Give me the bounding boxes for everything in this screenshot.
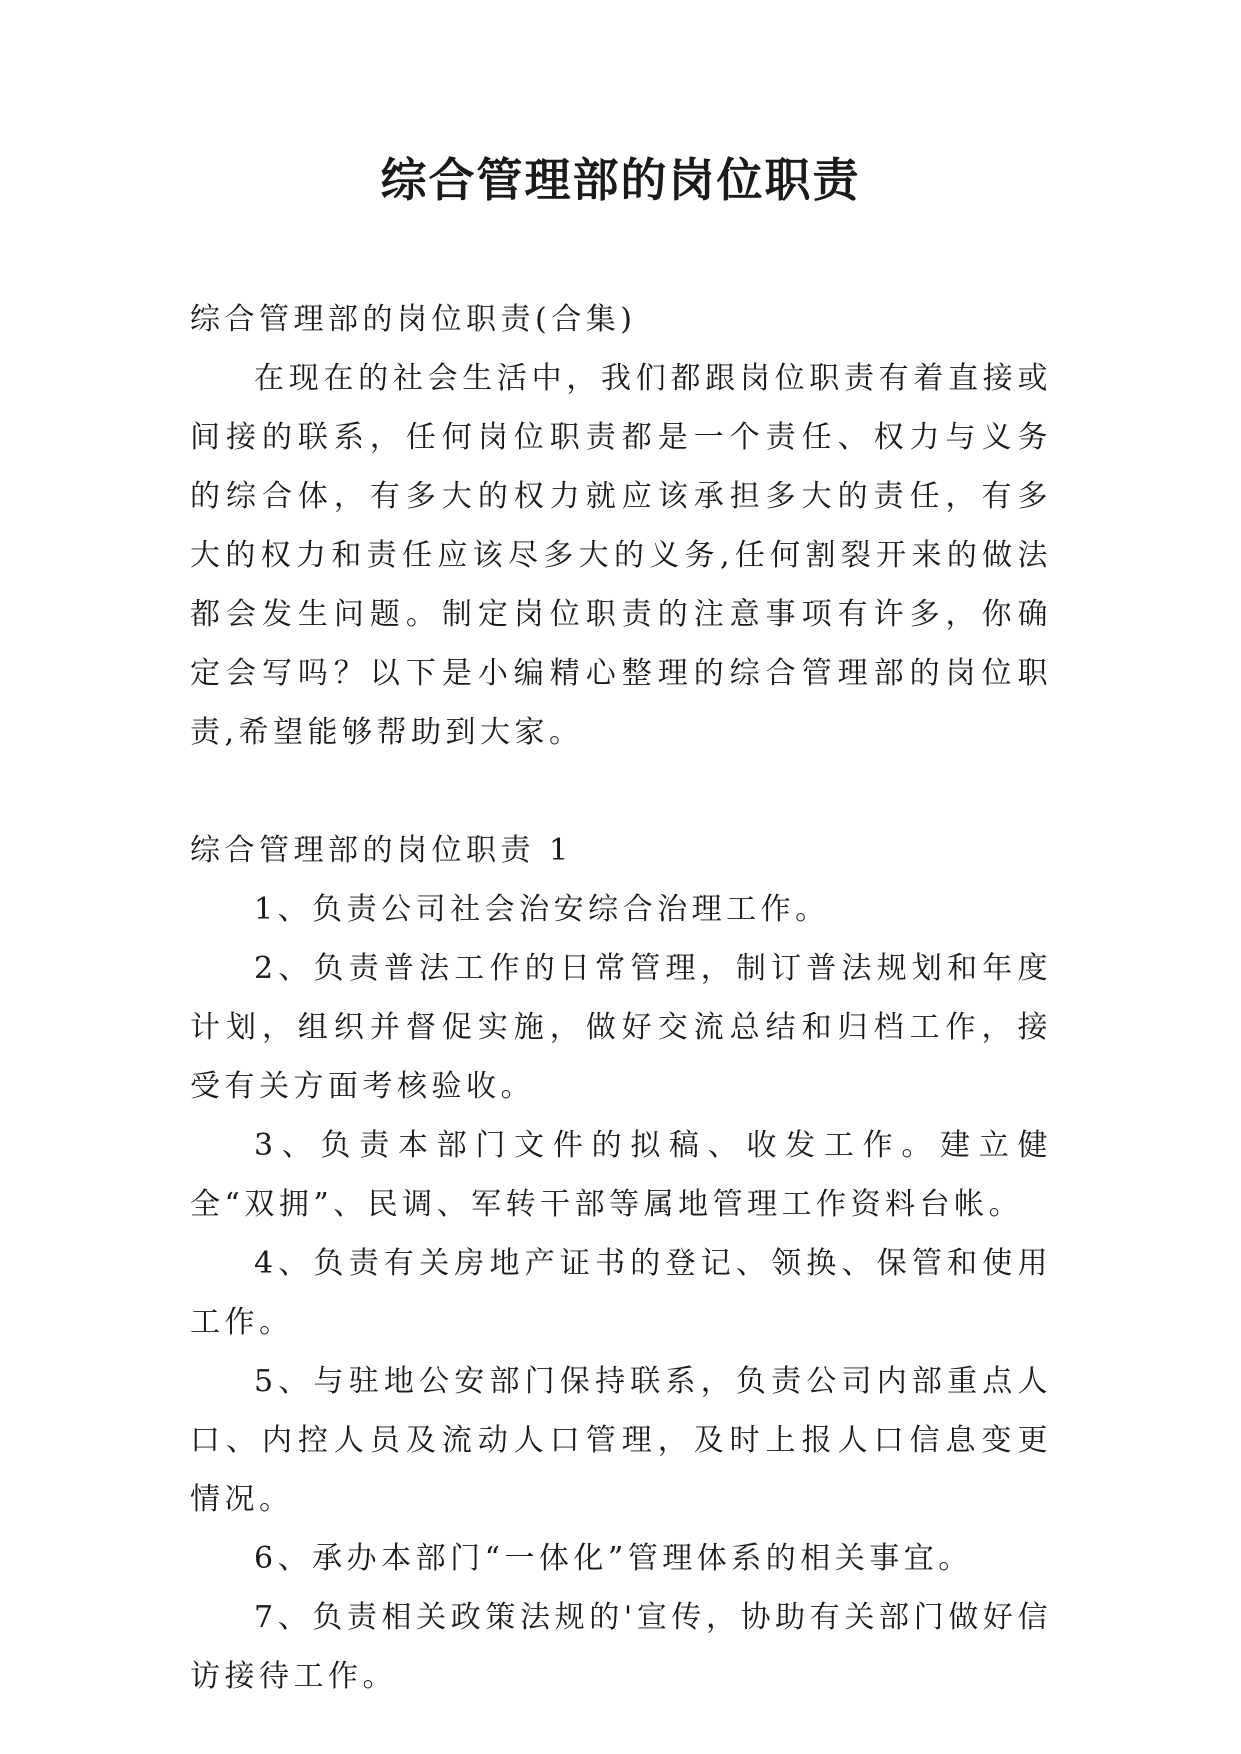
document-subtitle: 综合管理部的岗位职责(合集) [190,302,637,337]
intro-paragraph: 在现在的社会生活中，我们都跟岗位职责有着直接或间接的联系，任何岗位职责都是一个责任、权力与义务的综合体，有多大的权力就应该承担多大的责任，有多大的权力和责任应该尽多大的义务,任何割裂开来的做法都会发生问题。制定岗位职责的注意事项有许多，你确定会写吗？以下是小编精心整理的综合管理部的岗位职责,希望能够帮助到大家。 [190,361,1052,750]
duty-item-4: 4、负责有关房地产证书的登记、领换、保管和使用工作。 [190,1246,1052,1340]
document-body [190,290,1052,1706]
duty-item-7: 7、负责相关政策法规的'宣传，协助有关部门做好信访接待工作。 [190,1600,1052,1694]
duty-item-6: 6、承办本部门“一体化”管理体系的相关事宜。 [254,1541,973,1576]
duty-item-3: 3、负责本部门文件的拟稿、收发工作。建立健全“双拥”、民调、军转干部等属地管理工作资料台帐。 [190,1128,1052,1222]
duty-item-1: 1、负责公司社会治安综合治理工作。 [254,892,830,927]
paragraph-spacer [190,762,1052,821]
duty-item-5: 5、与驻地公安部门保持联系，负责公司内部重点人口、内控人员及流动人口管理，及时上报人口信息变更情况。 [190,1364,1052,1517]
duty-item-2: 2、负责普法工作的日常管理，制订普法规划和年度计划，组织并督促实施，做好交流总结和归档工作，接受有关方面考核验收。 [190,951,1052,1104]
document-title: 综合管理部的岗位职责 [380,153,861,207]
section-heading: 综合管理部的岗位职责 1 [190,833,573,868]
